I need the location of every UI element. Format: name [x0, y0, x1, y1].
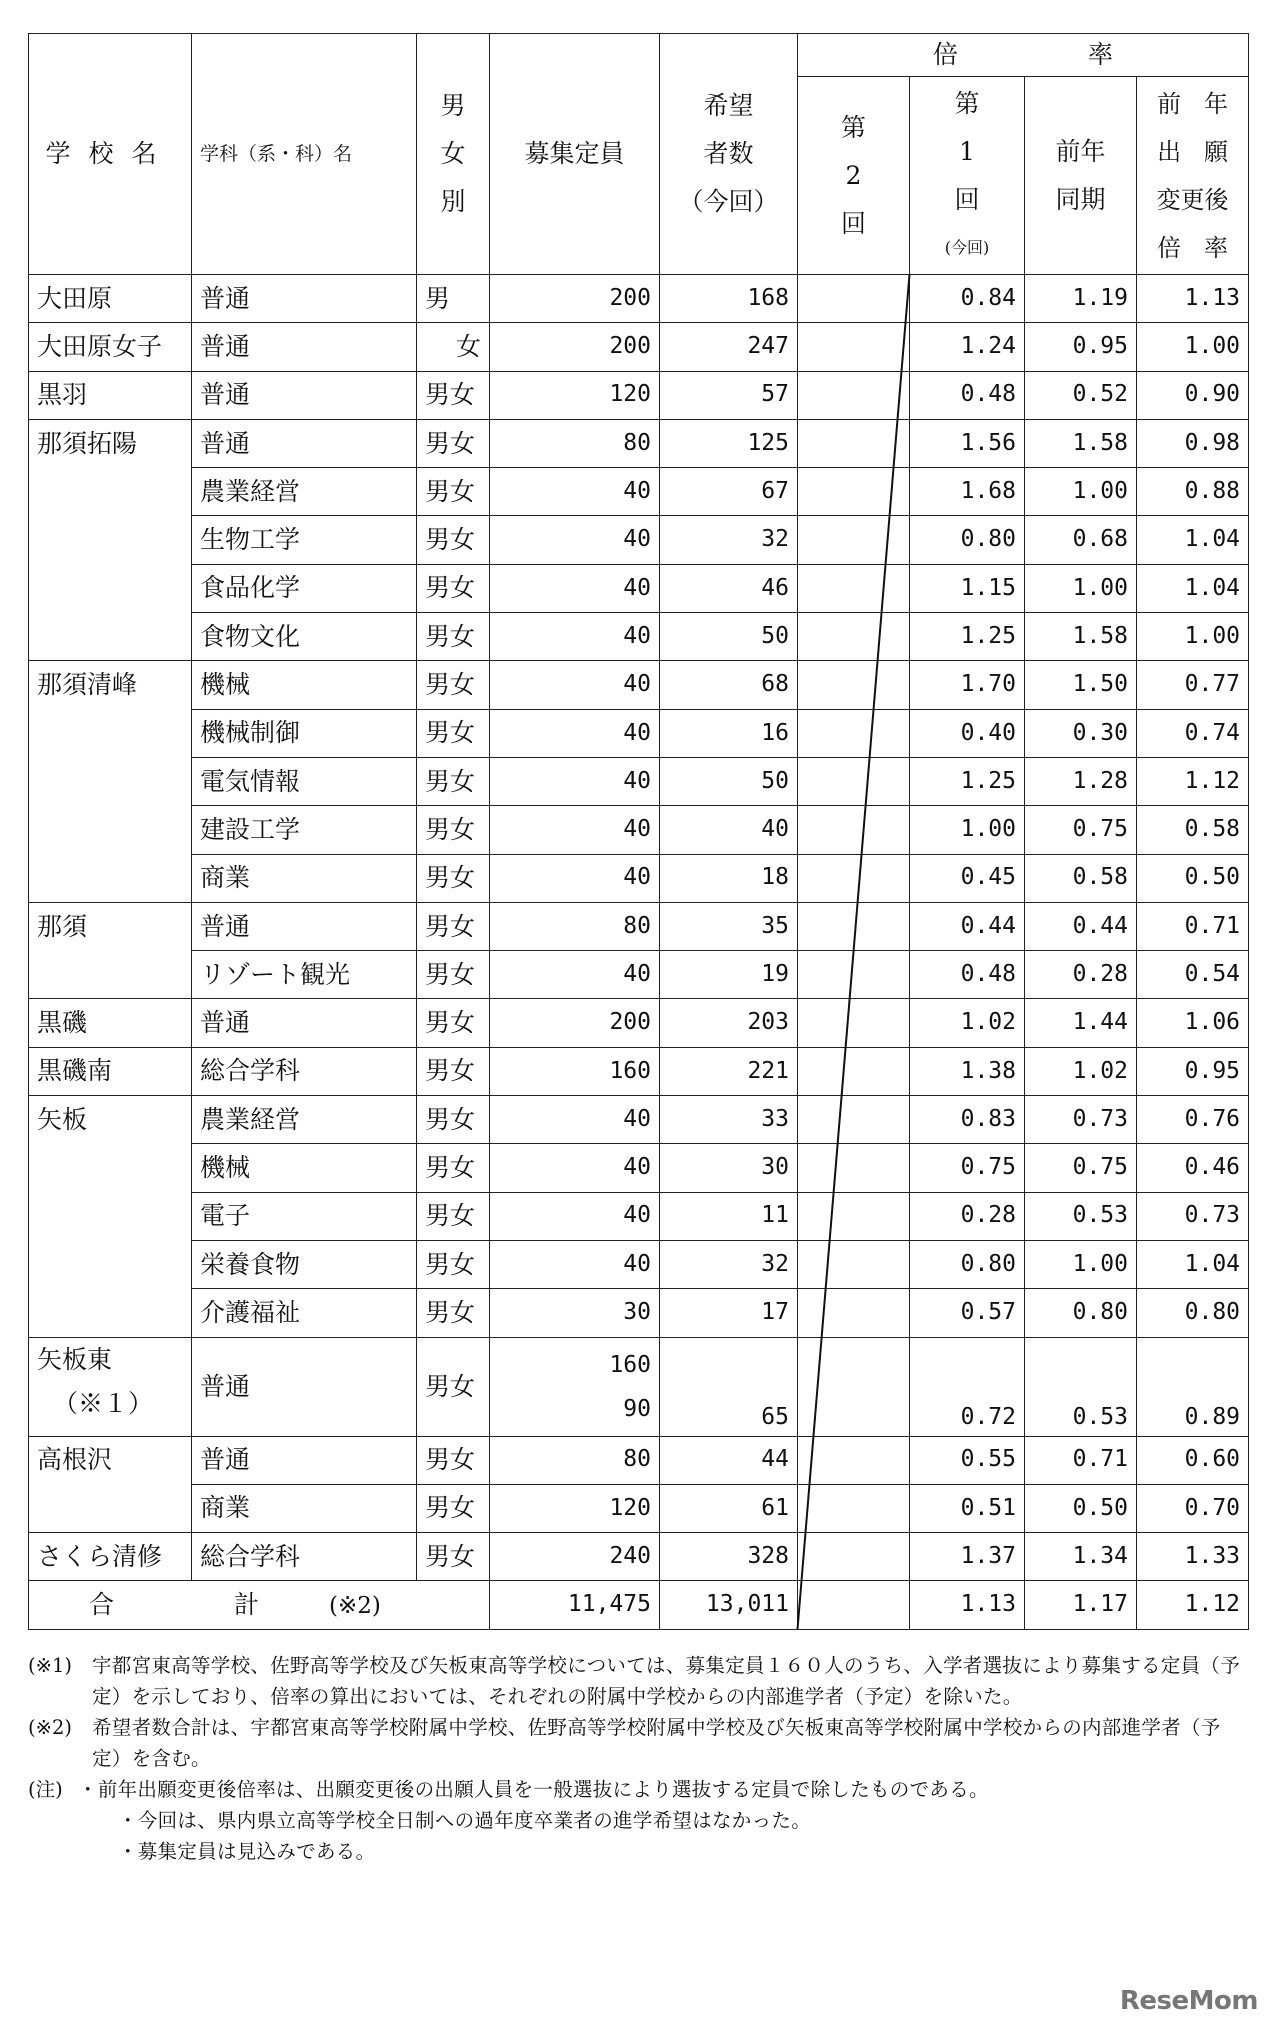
- round1-cell: 0.83: [910, 1096, 1025, 1144]
- prev-year-cell: 0.30: [1025, 709, 1137, 757]
- dept-cell: 建設工学: [192, 806, 417, 854]
- dept-cell: リゾート観光: [192, 951, 417, 999]
- capacity-cell: 80: [490, 419, 660, 467]
- prev-after-cell: 0.88: [1137, 468, 1249, 516]
- round2-cell: [798, 1289, 910, 1337]
- applicants-cell: 11: [660, 1192, 798, 1240]
- total-applicants: 13,011: [660, 1581, 798, 1629]
- header-prev-year: 前年 同期: [1025, 77, 1137, 275]
- capacity-cell: 40: [490, 757, 660, 805]
- capacity-cell: 80: [490, 1436, 660, 1484]
- capacity-cell: 40: [490, 564, 660, 612]
- round2-cell: [798, 806, 910, 854]
- prev-year-cell: 0.95: [1025, 323, 1137, 371]
- dept-cell: 電気情報: [192, 757, 417, 805]
- round1-cell: 1.02: [910, 999, 1025, 1047]
- table-row: [29, 564, 1249, 612]
- note-5: [28, 1836, 1248, 1867]
- school-cell: 矢板東 （※１）: [29, 1337, 192, 1436]
- header-prev-after: 前 年 出 願 変更後 倍 率: [1137, 77, 1249, 275]
- applicants-cell: 65: [660, 1337, 798, 1436]
- capacity-cell: 40: [490, 1240, 660, 1288]
- table-row: [29, 902, 1249, 950]
- prev-year-cell: 0.58: [1025, 854, 1137, 902]
- round1-cell: 1.15: [910, 564, 1025, 612]
- school-cell: [29, 1289, 192, 1337]
- capacity-cell: 120: [490, 371, 660, 419]
- school-cell: 大田原女子: [29, 323, 192, 371]
- prev-after-cell: 0.77: [1137, 661, 1249, 709]
- dept-cell: 食物文化: [192, 613, 417, 661]
- total-label: 合 計 (※2): [29, 1581, 490, 1629]
- round2-cell: [798, 1240, 910, 1288]
- applicants-cell: 32: [660, 516, 798, 564]
- capacity-cell: 40: [490, 516, 660, 564]
- prev-year-cell: 1.58: [1025, 613, 1137, 661]
- header-ratio: 倍 率: [798, 34, 1249, 77]
- prev-after-cell: 1.00: [1137, 323, 1249, 371]
- round2-cell: [798, 1533, 910, 1581]
- applicants-cell: 221: [660, 1047, 798, 1095]
- prev-after-cell: 1.13: [1137, 275, 1249, 323]
- sex-cell: 男女: [417, 709, 490, 757]
- round1-cell: 0.48: [910, 951, 1025, 999]
- round1-cell: 0.45: [910, 854, 1025, 902]
- table-row: [29, 806, 1249, 854]
- prev-year-cell: 1.00: [1025, 1240, 1137, 1288]
- prev-year-cell: 1.28: [1025, 757, 1137, 805]
- applicants-cell: 46: [660, 564, 798, 612]
- notes: [28, 1650, 1248, 1867]
- prev-after-cell: 0.50: [1137, 854, 1249, 902]
- note-3: [28, 1774, 1248, 1805]
- round2-cell: [798, 613, 910, 661]
- round2-cell: [798, 468, 910, 516]
- capacity-cell: 40: [490, 613, 660, 661]
- table-row: [29, 1484, 1249, 1532]
- round2-cell: [798, 854, 910, 902]
- capacity-cell: 40: [490, 1096, 660, 1144]
- sex-cell: 男女: [417, 1337, 490, 1436]
- round1-cell: 0.28: [910, 1192, 1025, 1240]
- school-cell: [29, 468, 192, 516]
- applicants-cell: 328: [660, 1533, 798, 1581]
- header-applicants: 希望 者数 （今回）: [660, 34, 798, 275]
- sex-cell: 男女: [417, 1096, 490, 1144]
- round1-cell: 1.24: [910, 323, 1025, 371]
- school-cell: [29, 854, 192, 902]
- round1-cell: 1.68: [910, 468, 1025, 516]
- note-2-text: 希望者数合計は、宇都宮東高等学校附属中学校、佐野高等学校附属中学校及び矢板東高等学校附属中学校からの内部進学者（予定）を含む。: [92, 1715, 1221, 1770]
- round1-cell: 1.56: [910, 419, 1025, 467]
- round1-cell: 0.75: [910, 1144, 1025, 1192]
- round1-cell: 0.72: [910, 1337, 1025, 1436]
- round2-cell: [798, 516, 910, 564]
- round2-cell: [798, 275, 910, 323]
- applicants-cell: 247: [660, 323, 798, 371]
- school-cell: 黒羽: [29, 371, 192, 419]
- prev-year-cell: 0.52: [1025, 371, 1137, 419]
- capacity-cell: 40: [490, 806, 660, 854]
- table-row: [29, 1533, 1249, 1581]
- note-1-mark: (※1): [28, 1653, 72, 1677]
- dept-cell: 電子: [192, 1192, 417, 1240]
- school-cell: 黒磯南: [29, 1047, 192, 1095]
- capacity-cell: 40: [490, 661, 660, 709]
- prev-after-cell: 0.89: [1137, 1337, 1249, 1436]
- note-3-text: ・前年出願変更後倍率は、出願変更後の出願人員を一般選抜により選抜する定員で除したものである。: [78, 1777, 989, 1801]
- round2-cell: [798, 1484, 910, 1532]
- sex-cell: 男女: [417, 806, 490, 854]
- sex-cell: 男女: [417, 661, 490, 709]
- school-cell: [29, 613, 192, 661]
- prev-year-cell: 0.53: [1025, 1337, 1137, 1436]
- capacity-cell: 80: [490, 902, 660, 950]
- note-2-mark: (※2): [28, 1715, 72, 1739]
- school-cell: [29, 1192, 192, 1240]
- total-row: [29, 1581, 1249, 1629]
- sex-cell: 男女: [417, 1436, 490, 1484]
- note-1: [28, 1650, 1248, 1712]
- prev-after-cell: 1.04: [1137, 1240, 1249, 1288]
- applicants-cell: 50: [660, 757, 798, 805]
- table-row: [29, 999, 1249, 1047]
- applicants-cell: 17: [660, 1289, 798, 1337]
- dept-cell: 普通: [192, 323, 417, 371]
- prev-after-cell: 0.80: [1137, 1289, 1249, 1337]
- applicants-cell: 16: [660, 709, 798, 757]
- sex-cell: 男女: [417, 419, 490, 467]
- sex-cell: 男女: [417, 1144, 490, 1192]
- dept-cell: 機械制御: [192, 709, 417, 757]
- school-cell: [29, 516, 192, 564]
- dept-cell: 普通: [192, 1436, 417, 1484]
- round1-cell: 1.38: [910, 1047, 1025, 1095]
- round1-cell: 0.48: [910, 371, 1025, 419]
- sex-cell: 男: [417, 275, 490, 323]
- sex-cell: 男女: [417, 1192, 490, 1240]
- prev-after-cell: 0.70: [1137, 1484, 1249, 1532]
- header-dept: 学科（系・科）名: [192, 34, 417, 275]
- round1-cell: 0.80: [910, 516, 1025, 564]
- dept-cell: 農業経営: [192, 1096, 417, 1144]
- prev-year-cell: 0.80: [1025, 1289, 1137, 1337]
- applicants-cell: 203: [660, 999, 798, 1047]
- capacity-cell: 40: [490, 1144, 660, 1192]
- dept-cell: 機械: [192, 661, 417, 709]
- round1-cell: 1.37: [910, 1533, 1025, 1581]
- dept-cell: 普通: [192, 902, 417, 950]
- sex-cell: 男女: [417, 468, 490, 516]
- capacity-cell: 120: [490, 1484, 660, 1532]
- header-capacity: 募集定員: [490, 34, 660, 275]
- prev-after-cell: 1.04: [1137, 516, 1249, 564]
- note-3-mark: (注): [28, 1777, 63, 1801]
- applicants-cell: 32: [660, 1240, 798, 1288]
- dept-cell: 普通: [192, 419, 417, 467]
- prev-year-cell: 0.75: [1025, 1144, 1137, 1192]
- resemom-logo: ReseMom: [1119, 1986, 1258, 2016]
- header-round2: 第 2 回: [798, 77, 910, 275]
- prev-after-cell: 1.33: [1137, 1533, 1249, 1581]
- dept-cell: 商業: [192, 854, 417, 902]
- table-row: [29, 951, 1249, 999]
- table-row: [29, 516, 1249, 564]
- prev-year-cell: 1.34: [1025, 1533, 1137, 1581]
- applicants-cell: 50: [660, 613, 798, 661]
- school-cell: [29, 709, 192, 757]
- sex-cell: 男女: [417, 516, 490, 564]
- applicants-cell: 18: [660, 854, 798, 902]
- capacity-cell: 40: [490, 854, 660, 902]
- prev-year-cell: 1.02: [1025, 1047, 1137, 1095]
- sex-cell: 男女: [417, 951, 490, 999]
- round1-cell: 0.40: [910, 709, 1025, 757]
- capacity-cell: 200: [490, 275, 660, 323]
- round2-cell: [798, 1337, 910, 1436]
- dept-cell: 普通: [192, 275, 417, 323]
- applicants-cell: 19: [660, 951, 798, 999]
- prev-after-cell: 0.54: [1137, 951, 1249, 999]
- table-row: [29, 1436, 1249, 1484]
- sex-cell: 男女: [417, 1533, 490, 1581]
- school-cell: 那須清峰: [29, 661, 192, 709]
- school-cell: [29, 1484, 192, 1532]
- prev-year-cell: 0.28: [1025, 951, 1137, 999]
- table-row: [29, 1289, 1249, 1337]
- round2-cell: [798, 419, 910, 467]
- table-row: [29, 1240, 1249, 1288]
- sex-cell: 男女: [417, 564, 490, 612]
- total-prev-after: 1.12: [1137, 1581, 1249, 1629]
- round2-cell: [798, 1436, 910, 1484]
- prev-year-cell: 0.44: [1025, 902, 1137, 950]
- round2-cell: [798, 999, 910, 1047]
- round2-cell: [798, 1144, 910, 1192]
- sex-cell: 女: [417, 323, 490, 371]
- prev-after-cell: 1.06: [1137, 999, 1249, 1047]
- prev-after-cell: 0.46: [1137, 1144, 1249, 1192]
- applicants-cell: 67: [660, 468, 798, 516]
- capacity-cell: 160: [490, 1047, 660, 1095]
- dept-cell: 総合学科: [192, 1533, 417, 1581]
- capacity-cell: 200: [490, 323, 660, 371]
- prev-year-cell: 0.53: [1025, 1192, 1137, 1240]
- table-row: [29, 1337, 1249, 1436]
- table-row: [29, 709, 1249, 757]
- prev-after-cell: 0.76: [1137, 1096, 1249, 1144]
- applicants-cell: 33: [660, 1096, 798, 1144]
- school-cell: [29, 1240, 192, 1288]
- dept-cell: 農業経営: [192, 468, 417, 516]
- sex-cell: 男女: [417, 902, 490, 950]
- school-cell: 黒磯: [29, 999, 192, 1047]
- round2-cell: [798, 951, 910, 999]
- dept-cell: 普通: [192, 1337, 417, 1436]
- document: [28, 33, 1248, 1867]
- prev-after-cell: 1.00: [1137, 613, 1249, 661]
- round2-cell: [798, 661, 910, 709]
- dept-cell: 介護福祉: [192, 1289, 417, 1337]
- prev-year-cell: 0.50: [1025, 1484, 1137, 1532]
- dept-cell: 生物工学: [192, 516, 417, 564]
- round2-cell: [798, 1581, 910, 1629]
- sex-cell: 男女: [417, 757, 490, 805]
- school-cell: 大田原: [29, 275, 192, 323]
- prev-year-cell: 0.75: [1025, 806, 1137, 854]
- round1-cell: 1.25: [910, 613, 1025, 661]
- total-round1: 1.13: [910, 1581, 1025, 1629]
- dept-cell: 商業: [192, 1484, 417, 1532]
- table-row: [29, 854, 1249, 902]
- round2-cell: [798, 371, 910, 419]
- dept-cell: 機械: [192, 1144, 417, 1192]
- applicants-cell: 40: [660, 806, 798, 854]
- dept-cell: 総合学科: [192, 1047, 417, 1095]
- round2-cell: [798, 1047, 910, 1095]
- capacity-cell: 40: [490, 951, 660, 999]
- table-row: [29, 1144, 1249, 1192]
- prev-after-cell: 0.90: [1137, 371, 1249, 419]
- applicants-cell: 68: [660, 661, 798, 709]
- applicants-cell: 30: [660, 1144, 798, 1192]
- sex-cell: 男女: [417, 1484, 490, 1532]
- prev-year-cell: 0.71: [1025, 1436, 1137, 1484]
- round1-cell: 0.80: [910, 1240, 1025, 1288]
- note-2: [28, 1712, 1248, 1774]
- total-capacity: 11,475: [490, 1581, 660, 1629]
- sex-cell: 男女: [417, 613, 490, 661]
- applicants-cell: 57: [660, 371, 798, 419]
- school-cell: 那須拓陽: [29, 419, 192, 467]
- table-row: [29, 371, 1249, 419]
- capacity-cell: 30: [490, 1289, 660, 1337]
- prev-after-cell: 0.73: [1137, 1192, 1249, 1240]
- dept-cell: 食品化学: [192, 564, 417, 612]
- capacity-cell: 40: [490, 1192, 660, 1240]
- round1-cell: 1.25: [910, 757, 1025, 805]
- applicants-cell: 35: [660, 902, 798, 950]
- dept-cell: 普通: [192, 999, 417, 1047]
- prev-year-cell: 0.68: [1025, 516, 1137, 564]
- capacity-cell: 240: [490, 1533, 660, 1581]
- ratio-table: [28, 33, 1249, 1630]
- note-5-text: ・募集定員は見込みである。: [118, 1839, 376, 1863]
- capacity-cell: 40: [490, 468, 660, 516]
- prev-after-cell: 0.74: [1137, 709, 1249, 757]
- round1-cell: 0.84: [910, 275, 1025, 323]
- dept-cell: 普通: [192, 371, 417, 419]
- prev-after-cell: 0.58: [1137, 806, 1249, 854]
- note-4-text: ・今回は、県内県立高等学校全日制への過年度卒業者の進学希望はなかった。: [118, 1808, 812, 1832]
- round1-cell: 1.00: [910, 806, 1025, 854]
- school-cell: 矢板: [29, 1096, 192, 1144]
- applicants-cell: 125: [660, 419, 798, 467]
- note-4: [28, 1805, 1248, 1836]
- prev-year-cell: 0.73: [1025, 1096, 1137, 1144]
- prev-year-cell: 1.00: [1025, 468, 1137, 516]
- table-row: [29, 468, 1249, 516]
- applicants-cell: 61: [660, 1484, 798, 1532]
- school-cell: 那須: [29, 902, 192, 950]
- note-1-text: 宇都宮東高等学校、佐野高等学校及び矢板東高等学校については、募集定員１６０人のうち、入学者選抜により募集する定員（予定）を示しており、倍率の算出においては、それぞれの附属中学校からの内部進学者（予定）を除いた。: [92, 1653, 1241, 1708]
- table-row: [29, 1047, 1249, 1095]
- sex-cell: 男女: [417, 854, 490, 902]
- table-row: [29, 275, 1249, 323]
- sex-cell: 男女: [417, 371, 490, 419]
- school-cell: さくら清修: [29, 1533, 192, 1581]
- sex-cell: 男女: [417, 999, 490, 1047]
- capacity-cell: 160 90: [490, 1337, 660, 1436]
- round1-cell: 0.51: [910, 1484, 1025, 1532]
- prev-after-cell: 0.95: [1137, 1047, 1249, 1095]
- dept-cell: 栄養食物: [192, 1240, 417, 1288]
- prev-after-cell: 0.60: [1137, 1436, 1249, 1484]
- prev-after-cell: 1.12: [1137, 757, 1249, 805]
- round2-cell: [798, 564, 910, 612]
- round2-cell: [798, 323, 910, 371]
- school-cell: 高根沢: [29, 1436, 192, 1484]
- sex-cell: 男女: [417, 1240, 490, 1288]
- round1-cell: 0.55: [910, 1436, 1025, 1484]
- prev-year-cell: 1.00: [1025, 564, 1137, 612]
- round1-cell: 1.70: [910, 661, 1025, 709]
- prev-after-cell: 1.04: [1137, 564, 1249, 612]
- school-cell: [29, 564, 192, 612]
- prev-after-cell: 0.71: [1137, 902, 1249, 950]
- table-row: [29, 323, 1249, 371]
- total-prev-year: 1.17: [1025, 1581, 1137, 1629]
- school-cell: [29, 951, 192, 999]
- prev-year-cell: 1.19: [1025, 275, 1137, 323]
- header-sex: 男 女 別: [417, 34, 490, 275]
- applicants-cell: 168: [660, 275, 798, 323]
- round1-cell: 0.44: [910, 902, 1025, 950]
- school-cell: [29, 806, 192, 854]
- prev-after-cell: 0.98: [1137, 419, 1249, 467]
- header-school: 学校名: [29, 34, 192, 275]
- table-row: [29, 757, 1249, 805]
- round2-cell: [798, 1192, 910, 1240]
- capacity-cell: 40: [490, 709, 660, 757]
- capacity-cell: 200: [490, 999, 660, 1047]
- round2-cell: [798, 757, 910, 805]
- round2-cell: [798, 709, 910, 757]
- applicants-cell: 44: [660, 1436, 798, 1484]
- table-row: [29, 661, 1249, 709]
- prev-year-cell: 1.50: [1025, 661, 1137, 709]
- table-row: [29, 419, 1249, 467]
- prev-year-cell: 1.44: [1025, 999, 1137, 1047]
- table-row: [29, 613, 1249, 661]
- sex-cell: 男女: [417, 1289, 490, 1337]
- school-cell: [29, 1144, 192, 1192]
- round1-cell: 0.57: [910, 1289, 1025, 1337]
- prev-year-cell: 1.58: [1025, 419, 1137, 467]
- header-round1: 第 1 回 (今回): [910, 77, 1025, 275]
- table-row: [29, 1096, 1249, 1144]
- round2-cell: [798, 902, 910, 950]
- round2-cell: [798, 1096, 910, 1144]
- table-row: [29, 1192, 1249, 1240]
- sex-cell: 男女: [417, 1047, 490, 1095]
- school-cell: [29, 757, 192, 805]
